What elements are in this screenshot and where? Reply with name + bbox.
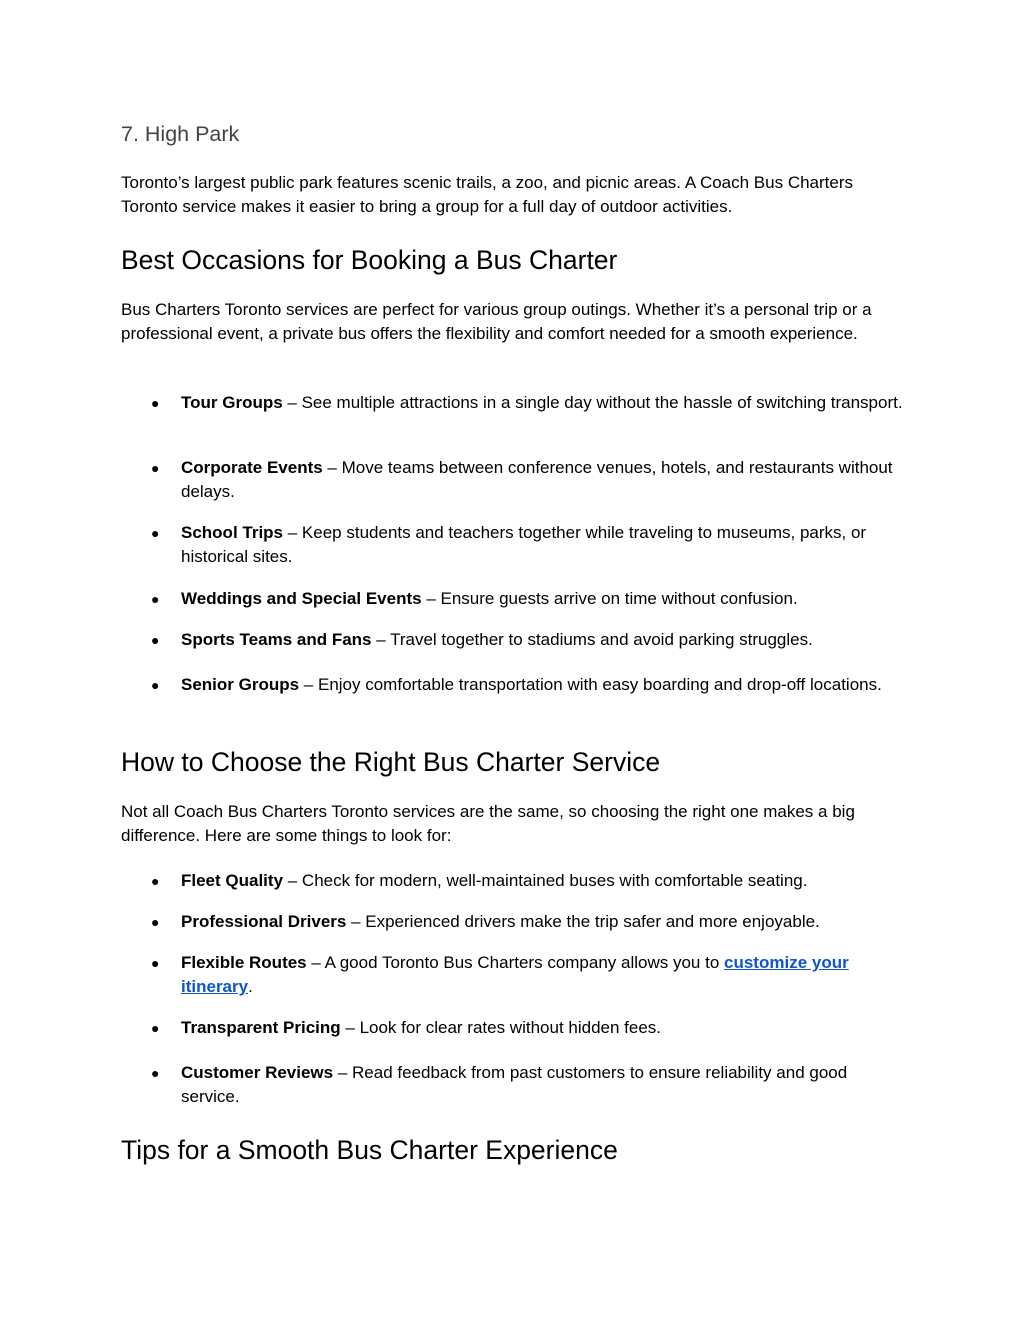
item-text: – Ensure guests arrive on time without confusion.	[421, 589, 798, 608]
item-title: Tour Groups	[181, 393, 283, 412]
list-item	[121, 391, 911, 415]
bullet-icon: ●	[151, 632, 160, 648]
list-item	[121, 910, 911, 934]
list-item	[121, 673, 911, 697]
item-text: – Keep students and teachers together while traveling to museums, parks, or historical sites.	[181, 523, 867, 567]
heading-tips: Tips for a Smooth Bus Charter Experience	[121, 1135, 618, 1165]
item-title: Professional Drivers	[181, 912, 347, 931]
item-text-after: .	[248, 977, 253, 997]
bullet-icon: ●	[151, 1065, 160, 1081]
paragraph-high-park: Toronto’s largest public park features scenic trails, a zoo, and picnic areas. A Coach Bus Charters Toronto service makes it easier to bring a group for a full day of outdoor activities.	[121, 173, 854, 217]
paragraph-choose-service: Not all Coach Bus Charters Toronto services are the same, so choosing the right one makes a big difference. Here are some things to look for:	[121, 802, 855, 846]
list-item	[121, 951, 911, 1000]
list-item	[121, 587, 911, 611]
bullet-icon: ●	[151, 591, 160, 607]
heading-best-occasions: Best Occasions for Booking a Bus Charter	[121, 245, 618, 275]
item-text: – Look for clear rates without hidden fees.	[340, 1018, 662, 1037]
bullet-icon: ●	[151, 460, 160, 476]
item-title: Senior Groups	[181, 675, 300, 694]
paragraph-best-occasions: Bus Charters Toronto services are perfect for various group outings. Whether it’s a personal trip or a professional event, a private bus offers the flexibility and comfort needed for a smooth experience.	[121, 300, 872, 344]
item-title: Transparent Pricing	[181, 1018, 341, 1037]
item-title: School Trips	[181, 523, 284, 542]
item-text: – Travel together to stadiums and avoid parking struggles.	[371, 630, 813, 649]
bullet-icon: ●	[151, 525, 160, 541]
list-item	[121, 1061, 911, 1110]
list-item	[121, 521, 911, 570]
item-title: Customer Reviews	[181, 1063, 334, 1082]
item-text: – Check for modern, well-maintained buses with comfortable seating.	[283, 871, 808, 890]
item-title: Flexible Routes	[181, 953, 307, 972]
bullet-icon: ●	[151, 873, 160, 889]
heading-high-park: 7. High Park	[121, 122, 240, 146]
item-title: Sports Teams and Fans	[181, 630, 372, 649]
item-text: – Enjoy comfortable transportation with easy boarding and drop-off locations.	[299, 675, 882, 694]
item-title: Corporate Events	[181, 458, 323, 477]
heading-choose-service: How to Choose the Right Bus Charter Service	[121, 747, 661, 777]
list-item	[121, 628, 911, 652]
bullet-icon: ●	[151, 395, 160, 411]
item-text: – A good Toronto Bus Charters company allows you to	[306, 953, 725, 972]
bullet-icon: ●	[151, 914, 160, 930]
item-text: – See multiple attractions in a single day without the hassle of switching transport.	[282, 393, 903, 412]
list-item	[121, 1016, 911, 1040]
bullet-icon: ●	[151, 677, 160, 693]
item-text: – Read feedback from past customers to ensure reliability and good service.	[181, 1063, 848, 1107]
list-item	[121, 456, 911, 505]
bullet-icon: ●	[151, 1020, 160, 1036]
bullet-icon: ●	[151, 955, 160, 971]
item-text: – Move teams between conference venues, hotels, and restaurants without delays.	[181, 458, 893, 502]
item-text: – Experienced drivers make the trip safer and more enjoyable.	[346, 912, 820, 931]
list-item	[121, 869, 911, 893]
item-title: Fleet Quality	[181, 871, 284, 890]
item-title: Weddings and Special Events	[181, 589, 422, 608]
customize-itinerary-link[interactable]: customize your itinerary	[181, 953, 849, 997]
